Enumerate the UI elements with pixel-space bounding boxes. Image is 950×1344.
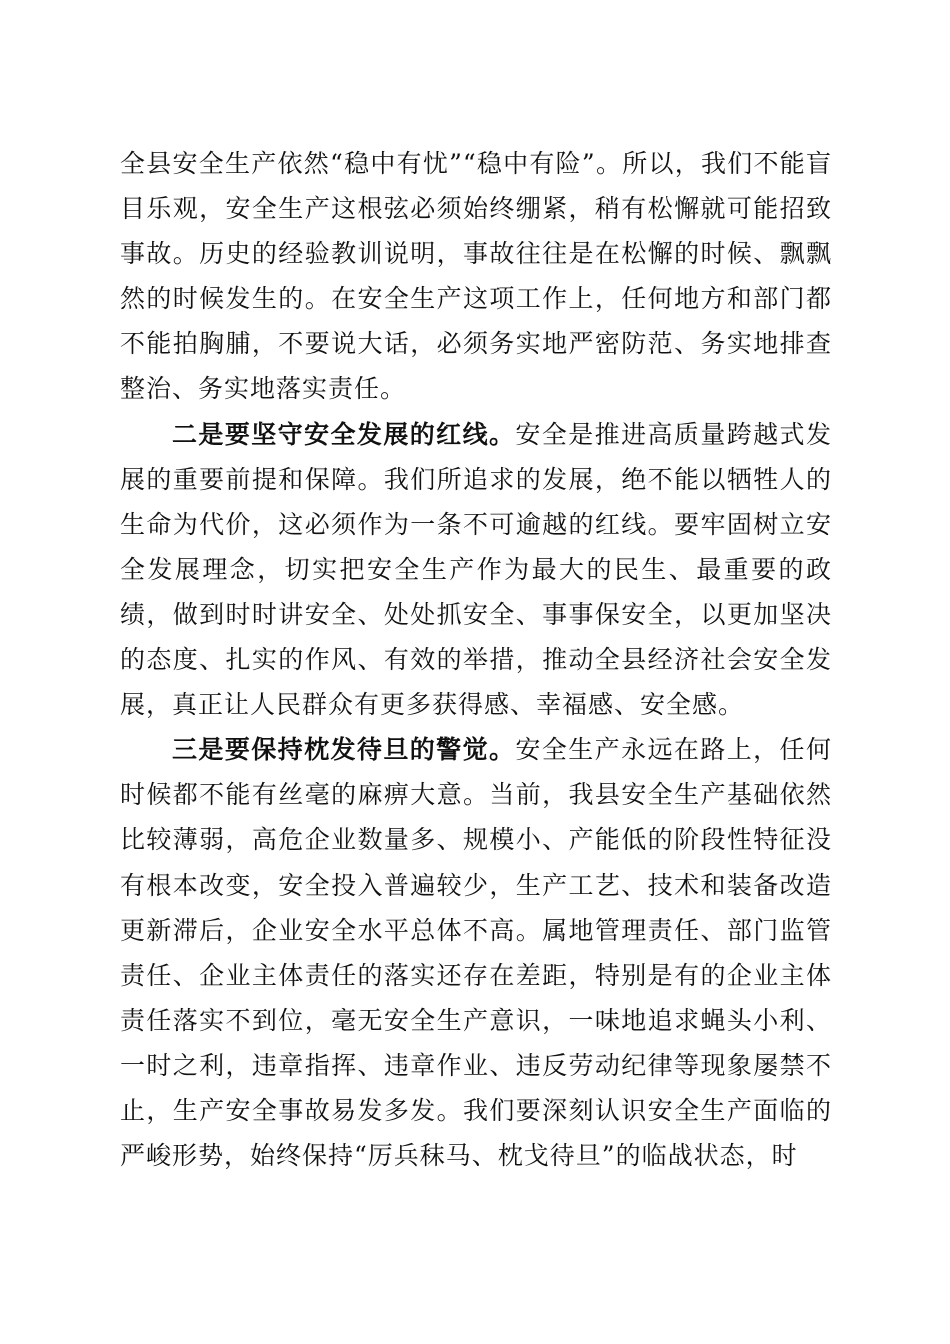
paragraph-text: 全县安全生产依然“稳中有忧”“稳中有险”。所以，我们不能盲目乐观，安全生产这根弦必须始终绷紧，稍有松懈就可能招致事故。历史的经验教训说明，事故往往是在松懈的时候、飘飘然的时候发生的。在安全生产这项工作上，任何地方和部门都不能拍胸脯，不要说大话，必须务实地严密防范、务实地排查整治、务实地落实责任。 xyxy=(120,149,832,404)
paragraph-continuation xyxy=(120,141,832,412)
body-text xyxy=(120,141,832,1178)
paragraph-vigilance xyxy=(120,727,832,1178)
paragraph-red-line xyxy=(120,412,832,728)
paragraph-text: 安全是推进高质量跨越式发展的重要前提和保障。我们所追求的发展，绝不能以牺牲人的生命为代价，这必须作为一条不可逾越的红线。要牢固树立安全发展理念，切实把安全生产作为最大的民生、最重要的政绩，做到时时讲安全、处处抓安全、事事保安全，以更加坚决的态度、扎实的作风、有效的举措，推动全县经济社会安全发展，真正让人民群众有更多获得感、幸福感、安全感。 xyxy=(120,419,832,720)
paragraph-lead-heading: 二是要坚守安全发展的红线。 xyxy=(172,419,516,449)
paragraph-text: 安全生产永远在路上，任何时候都不能有丝毫的麻痹大意。当前，我县安全生产基础依然比较薄弱，高危企业数量多、规模小、产能低的阶段性特征没有根本改变，安全投入普遍较少，生产工艺、技术和装备改造更新滞后，企业安全水平总体不高。属地管理责任、部门监管责任、企业主体责任的落实还存在差距，特别是有的企业主体责任落实不到位，毫无安全生产意识，一味地追求蝇头小利、一时之利，违章指挥、违章作业、违反劳动纪律等现象屡禁不止，生产安全事故易发多发。我们要深刻认识安全生产面临的严峻形势，始终保持“厉兵秣马、枕戈待旦”的临战状态，时 xyxy=(120,735,832,1171)
paragraph-lead-heading: 三是要保持枕发待旦的警觉。 xyxy=(172,735,516,765)
